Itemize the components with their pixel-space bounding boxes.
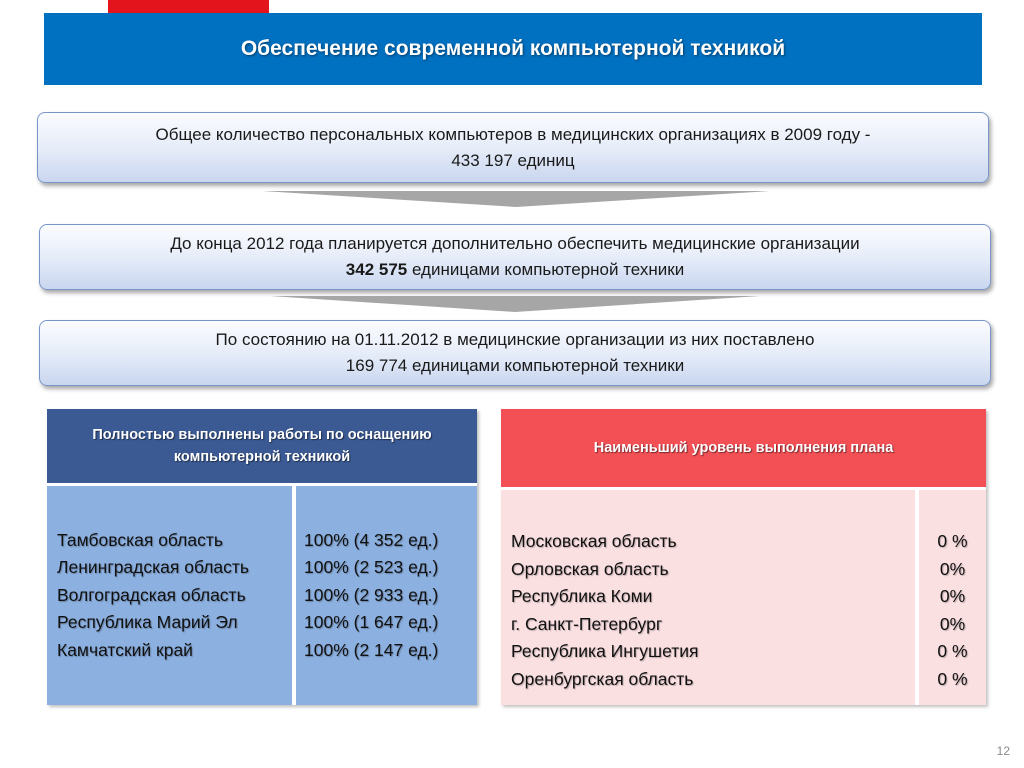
completed-regions-values [296, 486, 477, 705]
region-name: Республика Ингушетия [511, 641, 699, 661]
region-value: 0% [939, 558, 966, 579]
lowest-completion-panel [501, 409, 986, 705]
region-name: Республика Коми [511, 586, 653, 606]
info-box-total-2009 [37, 112, 989, 183]
info-box-line: 433 197 единиц [451, 150, 575, 170]
slide-title: Обеспечение современной компьютерной техникой [240, 37, 786, 60]
completed-regions-panel [47, 409, 477, 705]
region-value: 100% (2 933 ед.) [304, 584, 439, 605]
info-box-line: До конца 2012 года планируется дополнительно обеспечить медицинские организации [170, 234, 860, 253]
info-box-plan-2012 [39, 224, 991, 290]
info-box-line [346, 257, 684, 283]
info-box-line: По состоянию на 01.11.2012 в медицинские организации из них поставлено [215, 330, 815, 349]
lowest-completion-names [501, 490, 915, 705]
title-bar [44, 13, 982, 85]
completed-regions-names [47, 486, 292, 705]
lowest-completion-values [919, 490, 986, 705]
region-name: г. Санкт-Петербург [511, 613, 663, 634]
region-name: Московская область [511, 531, 677, 551]
down-arrow-shape [270, 296, 760, 312]
region-name: Тамбовская область [57, 529, 223, 550]
region-value: 0 % [937, 668, 968, 689]
info-box-line: 169 774 единицами компьютерной техники [345, 356, 685, 375]
region-value: 100% (2 523 ед.) [304, 557, 439, 578]
region-name: Волгоградская область [57, 584, 246, 605]
page-number: 12 [996, 744, 1010, 758]
plan-amount: 342 575 [345, 260, 408, 279]
region-name: Республика Марий Эл [57, 612, 238, 633]
region-name: Оренбургская область [511, 668, 694, 689]
region-value: 0 % [937, 641, 968, 661]
info-box-delivered [39, 320, 991, 386]
region-name: Ленинградская область [57, 557, 250, 578]
region-name: Камчатский край [57, 639, 193, 660]
down-arrow-shape [262, 191, 770, 207]
info-box-line: Общее количество персональных компьютеров в медицинских организациях в 2009 году - [155, 124, 871, 144]
region-name: Орловская область [511, 558, 669, 579]
region-value: 100% (2 147 ед.) [304, 639, 439, 660]
region-value: 100% (1 647 ед.) [304, 612, 439, 633]
completed-regions-header: Полностью выполнены работы по оснащению компьютерной техникой [47, 409, 477, 483]
accent-tab [108, 0, 269, 13]
region-value: 0% [939, 586, 966, 606]
region-value: 0% [939, 613, 966, 634]
region-value: 0 % [937, 531, 968, 551]
plan-amount-unit: единицами компьютерной техники [407, 260, 685, 279]
lowest-completion-header: Наименьший уровень выполнения плана [501, 409, 986, 487]
region-value: 100% (4 352 ед.) [304, 529, 439, 550]
